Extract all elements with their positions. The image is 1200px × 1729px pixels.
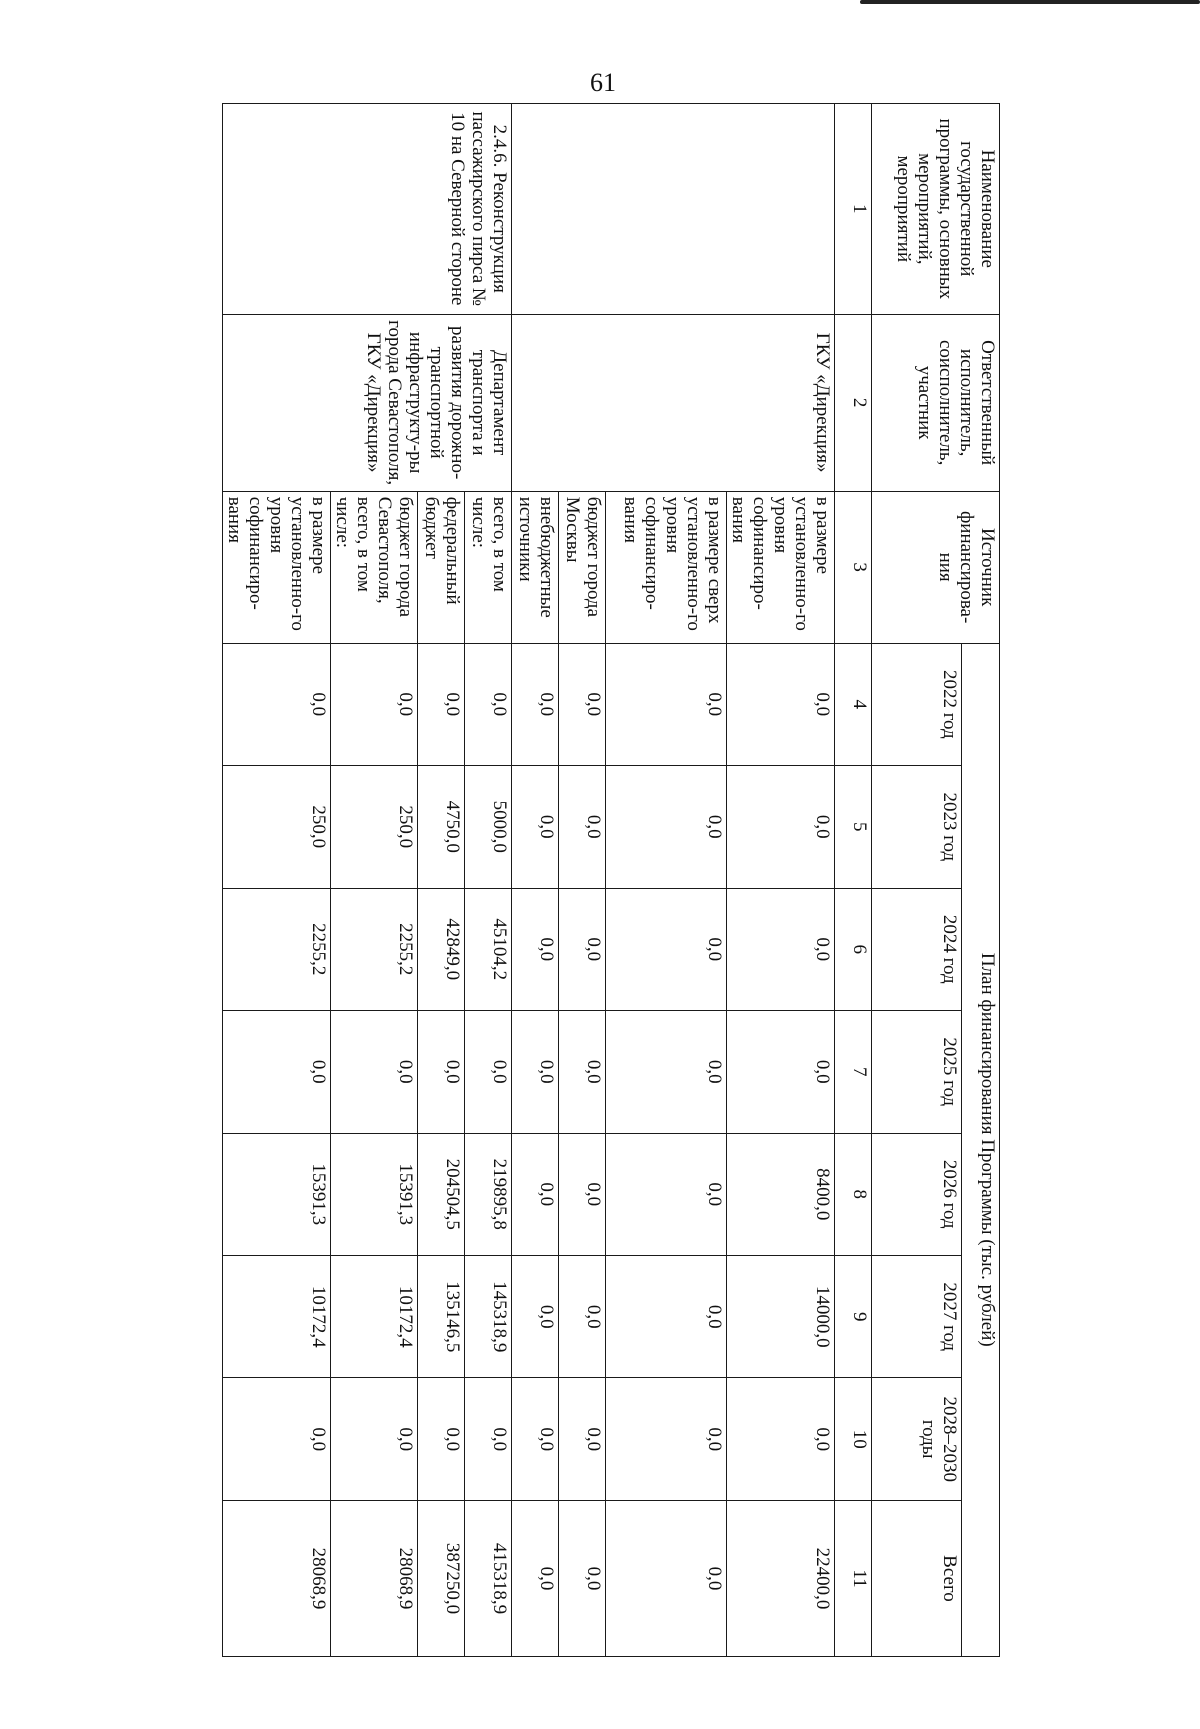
value-cell: 42849,0 (418, 888, 465, 1010)
value-cell: 0,0 (727, 643, 835, 765)
value-cell: 135146,5 (418, 1255, 465, 1377)
value-cell: 0,0 (727, 1378, 835, 1500)
header-row-1 (962, 104, 1000, 1657)
value-cell: 219895,8 (465, 1133, 512, 1255)
executor-cell: ГКУ «Дирекция» (512, 314, 835, 491)
value-cell: 0,0 (606, 766, 727, 888)
column-number: 10 (835, 1378, 872, 1500)
source-cell: федеральный бюджет (418, 491, 465, 643)
value-cell: 45104,2 (465, 888, 512, 1010)
value-cell: 0,0 (606, 888, 727, 1010)
column-number: 1 (835, 104, 872, 315)
financing-table (222, 103, 1000, 1657)
value-cell: 204504,5 (418, 1133, 465, 1255)
value-cell: 0,0 (512, 766, 559, 888)
total-cell: 22400,0 (727, 1500, 835, 1656)
value-cell: 0,0 (331, 1011, 418, 1133)
program-name-cell: 2.4.6. Реконструкция пассажирского пирса № 10 на Северной стороне (223, 104, 512, 315)
value-cell: 5000,0 (465, 766, 512, 888)
source-cell: в размере установленно-го уровня софинансиро-вания (223, 491, 331, 643)
value-cell: 0,0 (512, 888, 559, 1010)
column-number: 5 (835, 766, 872, 888)
header-year-2026: 2026 год (872, 1133, 962, 1255)
header-year-2023: 2023 год (872, 766, 962, 888)
value-cell: 0,0 (418, 643, 465, 765)
source-cell: бюджет города Москвы (559, 491, 606, 643)
source-cell: в размере сверх установленно-го уровня софинансиро-вания (606, 491, 727, 643)
value-cell: 0,0 (559, 643, 606, 765)
value-cell: 0,0 (727, 766, 835, 888)
value-cell: 15391,3 (223, 1133, 331, 1255)
column-number: 2 (835, 314, 872, 491)
header-year-2024: 2024 год (872, 888, 962, 1010)
total-cell: 28068,9 (223, 1500, 331, 1656)
page-number: 61 (590, 68, 616, 97)
column-number: 8 (835, 1133, 872, 1255)
value-cell: 0,0 (465, 643, 512, 765)
header-year-2025: 2025 год (872, 1011, 962, 1133)
table-row (465, 104, 512, 1657)
value-cell: 10172,4 (331, 1255, 418, 1377)
column-number: 11 (835, 1500, 872, 1656)
value-cell: 14000,0 (727, 1255, 835, 1377)
table-row (727, 104, 835, 1657)
total-cell: 0,0 (559, 1500, 606, 1656)
header-year-2027: 2027 год (872, 1255, 962, 1377)
value-cell: 0,0 (331, 1378, 418, 1500)
header-executor: Ответственный исполнитель, соисполнитель, участник (872, 314, 1000, 491)
value-cell: 0,0 (727, 888, 835, 1010)
value-cell: 0,0 (606, 643, 727, 765)
value-cell: 0,0 (606, 1255, 727, 1377)
header-year-2022: 2022 год (872, 643, 962, 765)
value-cell: 0,0 (606, 1011, 727, 1133)
column-number: 4 (835, 643, 872, 765)
executor-cell: Департамент транспорта и развития дорожно-транспортной инфраструкту-ры города Севастополя, ГКУ «Дирекция» (223, 314, 512, 491)
column-number: 9 (835, 1255, 872, 1377)
value-cell: 0,0 (559, 1378, 606, 1500)
value-cell: 2255,2 (223, 888, 331, 1010)
value-cell: 0,0 (559, 1133, 606, 1255)
value-cell: 0,0 (512, 643, 559, 765)
value-cell: 250,0 (223, 766, 331, 888)
value-cell: 0,0 (606, 1378, 727, 1500)
value-cell: 0,0 (512, 1378, 559, 1500)
column-number-row (835, 104, 872, 1657)
value-cell: 0,0 (512, 1133, 559, 1255)
value-cell: 0,0 (559, 1011, 606, 1133)
value-cell: 250,0 (331, 766, 418, 888)
value-cell: 145318,9 (465, 1255, 512, 1377)
value-cell: 0,0 (465, 1011, 512, 1133)
value-cell: 0,0 (559, 766, 606, 888)
source-cell: всего, в том числе: (465, 491, 512, 643)
value-cell: 0,0 (512, 1011, 559, 1133)
program-name-cell-empty (512, 104, 835, 315)
source-cell: бюджет города Севастополя, всего, в том числе: (331, 491, 418, 643)
header-total: Всего (872, 1500, 962, 1656)
value-cell: 0,0 (223, 1011, 331, 1133)
column-number: 3 (835, 491, 872, 643)
value-cell: 0,0 (418, 1011, 465, 1133)
header-source: Источник финансирова-ния (872, 491, 1000, 643)
header-financing-plan: План финансирования Программы (тыс. рублей) (962, 643, 1000, 1656)
value-cell: 0,0 (465, 1378, 512, 1500)
value-cell: 0,0 (512, 1255, 559, 1377)
value-cell: 8400,0 (727, 1133, 835, 1255)
total-cell: 387250,0 (418, 1500, 465, 1656)
header-years-2028-2030: 2028–2030 годы (872, 1378, 962, 1500)
value-cell: 10172,4 (223, 1255, 331, 1377)
value-cell: 0,0 (331, 643, 418, 765)
total-cell: 28068,9 (331, 1500, 418, 1656)
column-number: 6 (835, 888, 872, 1010)
source-cell: в размере установленно-го уровня софинансиро-вания (727, 491, 835, 643)
value-cell: 4750,0 (418, 766, 465, 888)
total-cell: 0,0 (512, 1500, 559, 1656)
total-cell: 415318,9 (465, 1500, 512, 1656)
value-cell: 0,0 (418, 1378, 465, 1500)
source-cell: внебюджетные источники (512, 491, 559, 643)
header-program-name: Наименование государственной программы, основных мероприятий, мероприятий (872, 104, 1000, 315)
value-cell: 0,0 (223, 1378, 331, 1500)
value-cell: 15391,3 (331, 1133, 418, 1255)
column-number: 7 (835, 1011, 872, 1133)
value-cell: 0,0 (223, 643, 331, 765)
value-cell: 0,0 (559, 1255, 606, 1377)
value-cell: 0,0 (606, 1133, 727, 1255)
total-cell: 0,0 (606, 1500, 727, 1656)
value-cell: 0,0 (727, 1011, 835, 1133)
value-cell: 2255,2 (331, 888, 418, 1010)
value-cell: 0,0 (559, 888, 606, 1010)
